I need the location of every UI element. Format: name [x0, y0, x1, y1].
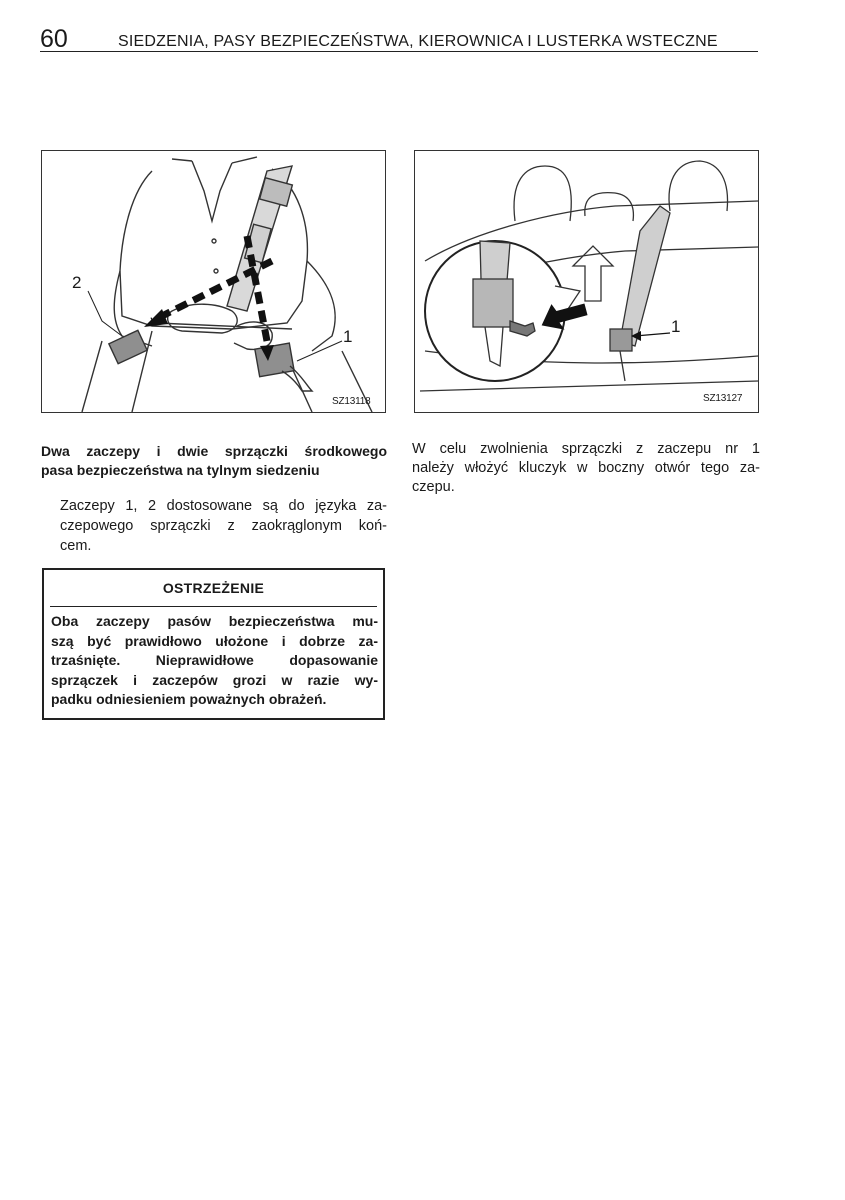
- warning-line-1: Oba zaczepy pasów bezpieczeństwa mu-: [51, 613, 378, 629]
- person-belt-illustration: [42, 151, 385, 412]
- callout-1-label: 1: [343, 327, 353, 346]
- figure-code-right: SZ13127: [703, 393, 743, 404]
- warning-line-5: padku odniesieniem poważnych obrażeń.: [51, 691, 327, 707]
- figure-person-belt: [41, 150, 386, 413]
- callout-1-label-right: 1: [671, 317, 681, 336]
- section-heading: [41, 442, 387, 480]
- right-body-line-1: W celu zwolnienia sprzączki z zaczepu nr 1: [412, 441, 760, 457]
- warning-line-2: szą być prawidłowo ułożone i dobrze za-: [51, 632, 378, 649]
- warning-body: [51, 612, 378, 710]
- page-number: 60: [40, 25, 68, 53]
- warning-rule: [50, 606, 377, 607]
- warning-box: [42, 568, 385, 720]
- warning-line-3: trzaśnięte. Nieprawidłowe dopasowanie: [51, 652, 378, 668]
- section-body-line-1: Zaczepy 1, 2 dostosowane są do języka za-: [60, 498, 387, 514]
- warning-line-4: sprzączek i zaczepów grozi w razie wy-: [51, 671, 378, 688]
- figure-rear-seat: [414, 150, 759, 413]
- section-heading-line-2: pasa bezpieczeństwa na tylnym siedzeniu: [41, 462, 320, 478]
- warning-title: OSTRZEŻENIE: [162, 580, 265, 596]
- header-rule: [40, 51, 758, 52]
- section-heading-line-1: Dwa zaczepy i dwie sprzączki środkowego: [41, 443, 387, 459]
- running-header: SIEDZENIA, PASY BEZPIECZEŃSTWA, KIEROWNICA I LUSTERKA WSTECZNE: [118, 33, 718, 50]
- rear-seat-illustration: [415, 151, 758, 412]
- section-body: [60, 496, 387, 556]
- right-body: [412, 440, 760, 497]
- right-body-line-3: czepu.: [412, 479, 455, 495]
- right-body-line-2: należy włożyć kluczyk w boczny otwór tego za-: [412, 460, 760, 476]
- section-body-line-3: cem.: [60, 538, 92, 554]
- figure-code-left: SZ13118: [332, 396, 371, 407]
- callout-2-label: 2: [72, 273, 82, 292]
- section-body-line-2: czepowego sprzączki z zaokrąglonym koń-: [60, 518, 387, 534]
